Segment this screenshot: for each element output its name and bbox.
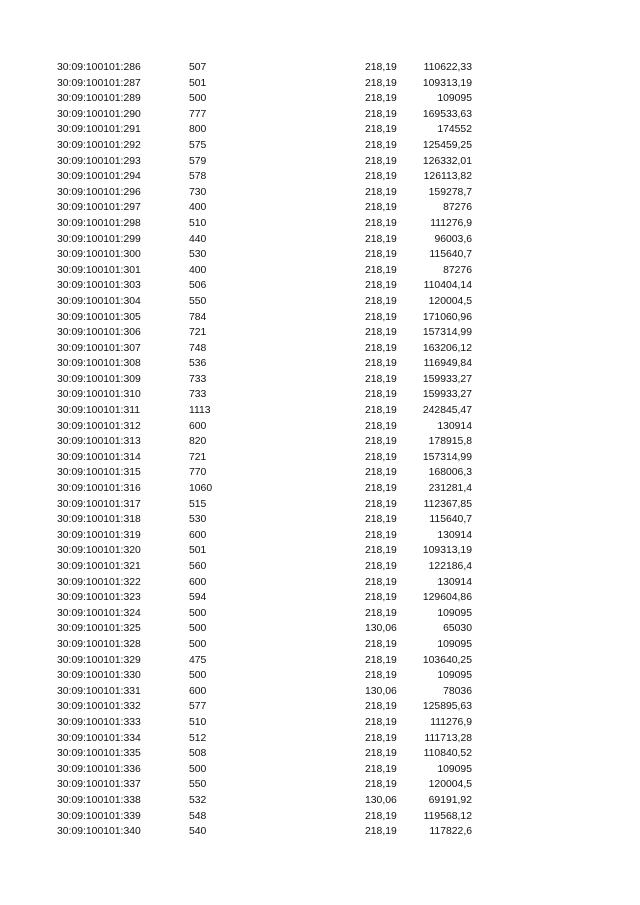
cadastral-number-cell: 30:09:100101:292 <box>57 139 141 151</box>
cadastral-number-cell: 30:09:100101:321 <box>57 561 141 572</box>
area-cell: 501 <box>189 545 207 557</box>
table-row <box>0 247 640 263</box>
cadastral-number-cell: 30:09:100101:331 <box>57 685 141 697</box>
area-cell: 500 <box>189 638 207 650</box>
cadastral-number-cell: 30:09:100101:335 <box>57 748 141 760</box>
area-cell: 500 <box>189 623 207 635</box>
value-cell: 110404,14 <box>423 280 472 292</box>
area-cell: 548 <box>189 810 207 822</box>
table-row <box>0 278 640 294</box>
cadastral-number-cell: 30:09:100101:337 <box>57 779 141 791</box>
table-row <box>0 232 640 248</box>
area-cell: 510 <box>189 217 207 229</box>
table-row <box>0 216 640 232</box>
cadastral-number-cell: 30:09:100101:293 <box>57 155 141 167</box>
table-row <box>0 107 640 123</box>
value-cell: 109095 <box>437 607 472 619</box>
rate-cell: 218,19 <box>365 405 397 417</box>
area-cell: 730 <box>189 186 207 198</box>
table-row <box>0 138 640 154</box>
value-cell: 120004,5 <box>428 779 472 791</box>
rate-cell: 218,19 <box>365 436 397 448</box>
area-cell: 820 <box>189 436 207 448</box>
table-row <box>0 793 640 809</box>
data-table <box>0 60 640 840</box>
rate-cell: 218,19 <box>365 217 397 229</box>
rate-cell: 218,19 <box>365 545 397 557</box>
area-cell: 536 <box>189 358 207 370</box>
table-row <box>0 559 640 575</box>
table-row <box>0 809 640 825</box>
table-row <box>0 263 640 279</box>
value-cell: 103640,25 <box>422 654 472 666</box>
cadastral-number-cell: 30:09:100101:323 <box>57 592 141 604</box>
value-cell: 171060,96 <box>422 311 472 323</box>
area-cell: 510 <box>189 716 207 728</box>
value-cell: 109095 <box>437 93 472 105</box>
rate-cell: 218,19 <box>365 249 397 261</box>
value-cell: 69191,92 <box>428 794 472 806</box>
table-row <box>0 715 640 731</box>
cadastral-number-cell: 30:09:100101:300 <box>57 249 141 261</box>
rate-cell: 218,19 <box>365 638 397 650</box>
cadastral-number-cell: 30:09:100101:329 <box>57 654 141 666</box>
cadastral-number-cell: 30:09:100101:328 <box>57 638 141 650</box>
cadastral-number-cell: 30:09:100101:315 <box>57 467 141 479</box>
rate-cell: 218,19 <box>365 186 397 198</box>
cadastral-number-cell: 30:09:100101:309 <box>57 373 141 385</box>
cadastral-number-cell: 30:09:100101:301 <box>57 264 141 276</box>
cadastral-number-cell: 30:09:100101:333 <box>57 716 141 728</box>
value-cell: 117822,6 <box>429 826 472 838</box>
rate-cell: 218,19 <box>365 139 397 151</box>
cadastral-number-cell: 30:09:100101:310 <box>57 389 141 401</box>
cadastral-number-cell: 30:09:100101:303 <box>57 280 141 292</box>
cadastral-number-cell: 30:09:100101:304 <box>57 295 141 307</box>
cadastral-number-cell: 30:09:100101:313 <box>57 436 141 448</box>
value-cell: 157314,99 <box>422 327 472 339</box>
value-cell: 130914 <box>437 576 472 588</box>
rate-cell: 218,19 <box>365 202 397 214</box>
value-cell: 111713,28 <box>424 732 472 744</box>
rate-cell: 218,19 <box>365 108 397 120</box>
area-cell: 594 <box>189 592 207 604</box>
table-row <box>0 434 640 450</box>
area-cell: 500 <box>189 607 207 619</box>
area-cell: 721 <box>189 451 207 463</box>
table-row <box>0 76 640 92</box>
rate-cell: 130,06 <box>365 623 397 635</box>
area-cell: 440 <box>189 233 207 245</box>
cadastral-number-cell: 30:09:100101:289 <box>57 93 141 105</box>
rate-cell: 218,19 <box>365 779 397 791</box>
cadastral-number-cell: 30:09:100101:334 <box>57 732 141 744</box>
value-cell: 129604,86 <box>422 592 472 604</box>
value-cell: 120004,5 <box>428 295 472 307</box>
cadastral-number-cell: 30:09:100101:316 <box>57 483 141 495</box>
rate-cell: 218,19 <box>365 420 397 432</box>
area-cell: 550 <box>189 295 207 307</box>
table-row <box>0 668 640 684</box>
value-cell: 126332,01 <box>422 155 472 167</box>
cadastral-number-cell: 30:09:100101:314 <box>57 451 141 463</box>
area-cell: 500 <box>189 670 207 682</box>
rate-cell: 218,19 <box>365 498 397 510</box>
value-cell: 110622,33 <box>423 62 472 73</box>
value-cell: 122186,4 <box>428 561 472 572</box>
rate-cell: 218,19 <box>365 280 397 292</box>
rate-cell: 218,19 <box>365 607 397 619</box>
value-cell: 168006,3 <box>428 467 472 479</box>
table-row <box>0 824 640 840</box>
table-row <box>0 481 640 497</box>
area-cell: 1113 <box>189 405 211 417</box>
table-row <box>0 341 640 357</box>
rate-cell: 218,19 <box>365 654 397 666</box>
rate-cell: 218,19 <box>365 826 397 838</box>
table-row <box>0 310 640 326</box>
rate-cell: 218,19 <box>365 342 397 354</box>
area-cell: 575 <box>189 139 207 151</box>
value-cell: 96003,6 <box>434 233 472 245</box>
table-row <box>0 606 640 622</box>
rate-cell: 218,19 <box>365 327 397 339</box>
area-cell: 721 <box>189 327 207 339</box>
table-row <box>0 403 640 419</box>
rate-cell: 218,19 <box>365 716 397 728</box>
rate-cell: 130,06 <box>365 685 397 697</box>
table-row <box>0 465 640 481</box>
table-row <box>0 154 640 170</box>
area-cell: 506 <box>189 280 207 292</box>
area-cell: 748 <box>189 342 207 354</box>
value-cell: 163206,12 <box>422 342 472 354</box>
cadastral-number-cell: 30:09:100101:308 <box>57 358 141 370</box>
cadastral-number-cell: 30:09:100101:307 <box>57 342 141 354</box>
cadastral-number-cell: 30:09:100101:338 <box>57 794 141 806</box>
table-row <box>0 777 640 793</box>
value-cell: 159933,27 <box>422 389 472 401</box>
area-cell: 512 <box>189 732 207 744</box>
table-row <box>0 372 640 388</box>
area-cell: 777 <box>189 108 207 120</box>
cadastral-number-cell: 30:09:100101:317 <box>57 498 141 510</box>
rate-cell: 218,19 <box>365 592 397 604</box>
area-cell: 600 <box>189 685 207 697</box>
value-cell: 78036 <box>443 685 472 697</box>
value-cell: 126113,82 <box>423 171 472 183</box>
table-row <box>0 122 640 138</box>
area-cell: 532 <box>189 794 207 806</box>
area-cell: 550 <box>189 779 207 791</box>
table-row <box>0 512 640 528</box>
value-cell: 169533,63 <box>422 108 472 120</box>
rate-cell: 218,19 <box>365 701 397 713</box>
rate-cell: 218,19 <box>365 670 397 682</box>
rate-cell: 218,19 <box>365 514 397 526</box>
rate-cell: 218,19 <box>365 529 397 541</box>
value-cell: 65030 <box>443 623 472 635</box>
table-row <box>0 575 640 591</box>
value-cell: 242845,47 <box>422 405 472 417</box>
value-cell: 87276 <box>443 202 472 214</box>
cadastral-number-cell: 30:09:100101:324 <box>57 607 141 619</box>
rate-cell: 218,19 <box>365 483 397 495</box>
value-cell: 159933,27 <box>422 373 472 385</box>
value-cell: 130914 <box>437 529 472 541</box>
area-cell: 600 <box>189 529 207 541</box>
cadastral-number-cell: 30:09:100101:311 <box>57 405 141 417</box>
area-cell: 500 <box>189 763 207 775</box>
area-cell: 800 <box>189 124 207 136</box>
rate-cell: 218,19 <box>365 358 397 370</box>
cadastral-number-cell: 30:09:100101:318 <box>57 514 141 526</box>
table-row <box>0 684 640 700</box>
value-cell: 174552 <box>437 124 472 136</box>
rate-cell: 218,19 <box>365 373 397 385</box>
rate-cell: 218,19 <box>365 171 397 183</box>
cadastral-number-cell: 30:09:100101:332 <box>57 701 141 713</box>
area-cell: 784 <box>189 311 207 323</box>
table-row <box>0 185 640 201</box>
area-cell: 577 <box>189 701 207 713</box>
cadastral-number-cell: 30:09:100101:286 <box>57 62 141 73</box>
table-row <box>0 419 640 435</box>
value-cell: 109313,19 <box>422 77 472 89</box>
cadastral-number-cell: 30:09:100101:291 <box>57 124 141 136</box>
value-cell: 178915,8 <box>428 436 472 448</box>
value-cell: 125459,25 <box>422 139 472 151</box>
area-cell: 600 <box>189 576 207 588</box>
rate-cell: 218,19 <box>365 576 397 588</box>
area-cell: 508 <box>189 748 207 760</box>
value-cell: 110840,52 <box>423 748 472 760</box>
rate-cell: 218,19 <box>365 311 397 323</box>
value-cell: 115640,7 <box>429 514 472 526</box>
rate-cell: 218,19 <box>365 155 397 167</box>
table-row <box>0 528 640 544</box>
table-row <box>0 653 640 669</box>
rate-cell: 218,19 <box>365 451 397 463</box>
cadastral-number-cell: 30:09:100101:298 <box>57 217 141 229</box>
cadastral-number-cell: 30:09:100101:325 <box>57 623 141 635</box>
value-cell: 231281,4 <box>428 483 472 495</box>
area-cell: 733 <box>189 389 207 401</box>
cadastral-number-cell: 30:09:100101:340 <box>57 826 141 838</box>
rate-cell: 218,19 <box>365 62 397 73</box>
value-cell: 159278,7 <box>428 186 472 198</box>
rate-cell: 218,19 <box>365 763 397 775</box>
table-row <box>0 450 640 466</box>
area-cell: 1060 <box>189 483 213 495</box>
table-row <box>0 731 640 747</box>
rate-cell: 218,19 <box>365 732 397 744</box>
rate-cell: 218,19 <box>365 561 397 572</box>
value-cell: 109095 <box>437 638 472 650</box>
value-cell: 109313,19 <box>422 545 472 557</box>
table-row <box>0 621 640 637</box>
table-row <box>0 746 640 762</box>
value-cell: 130914 <box>437 420 472 432</box>
cadastral-number-cell: 30:09:100101:319 <box>57 529 141 541</box>
rate-cell: 218,19 <box>365 467 397 479</box>
cadastral-number-cell: 30:09:100101:294 <box>57 171 141 183</box>
cadastral-number-cell: 30:09:100101:322 <box>57 576 141 588</box>
table-row <box>0 356 640 372</box>
area-cell: 733 <box>189 373 207 385</box>
cadastral-number-cell: 30:09:100101:290 <box>57 108 141 120</box>
table-row <box>0 699 640 715</box>
area-cell: 475 <box>189 654 207 666</box>
cadastral-number-cell: 30:09:100101:336 <box>57 763 141 775</box>
table-row <box>0 637 640 653</box>
cadastral-number-cell: 30:09:100101:299 <box>57 233 141 245</box>
value-cell: 115640,7 <box>429 249 472 261</box>
table-row <box>0 325 640 341</box>
table-row <box>0 762 640 778</box>
table-row <box>0 60 640 76</box>
area-cell: 560 <box>189 561 207 572</box>
area-cell: 501 <box>189 77 207 89</box>
table-row <box>0 169 640 185</box>
area-cell: 400 <box>189 264 207 276</box>
rate-cell: 130,06 <box>365 794 397 806</box>
table-row <box>0 590 640 606</box>
rate-cell: 218,19 <box>365 77 397 89</box>
value-cell: 119568,12 <box>423 810 472 822</box>
area-cell: 600 <box>189 420 207 432</box>
cadastral-number-cell: 30:09:100101:306 <box>57 327 141 339</box>
value-cell: 112367,85 <box>423 498 472 510</box>
value-cell: 157314,99 <box>422 451 472 463</box>
rate-cell: 218,19 <box>365 389 397 401</box>
table-row <box>0 200 640 216</box>
rate-cell: 218,19 <box>365 124 397 136</box>
area-cell: 540 <box>189 826 207 838</box>
value-cell: 116949,84 <box>423 358 472 370</box>
table-row <box>0 387 640 403</box>
cadastral-number-cell: 30:09:100101:330 <box>57 670 141 682</box>
area-cell: 400 <box>189 202 207 214</box>
table-row <box>0 91 640 107</box>
rate-cell: 218,19 <box>365 748 397 760</box>
table-row <box>0 497 640 513</box>
cadastral-number-cell: 30:09:100101:339 <box>57 810 141 822</box>
area-cell: 515 <box>189 498 207 510</box>
rate-cell: 218,19 <box>365 264 397 276</box>
area-cell: 770 <box>189 467 207 479</box>
table-row <box>0 294 640 310</box>
value-cell: 111276,9 <box>430 217 472 229</box>
rate-cell: 218,19 <box>365 93 397 105</box>
table-row <box>0 543 640 559</box>
cadastral-number-cell: 30:09:100101:296 <box>57 186 141 198</box>
value-cell: 125895,63 <box>422 701 472 713</box>
cadastral-number-cell: 30:09:100101:287 <box>57 77 141 89</box>
value-cell: 87276 <box>443 264 472 276</box>
cadastral-number-cell: 30:09:100101:320 <box>57 545 141 557</box>
area-cell: 530 <box>189 514 207 526</box>
area-cell: 500 <box>189 93 207 105</box>
area-cell: 507 <box>189 62 207 73</box>
area-cell: 530 <box>189 249 207 261</box>
rate-cell: 218,19 <box>365 233 397 245</box>
rate-cell: 218,19 <box>365 810 397 822</box>
rate-cell: 218,19 <box>365 295 397 307</box>
value-cell: 109095 <box>437 763 472 775</box>
value-cell: 111276,9 <box>430 716 472 728</box>
cadastral-number-cell: 30:09:100101:297 <box>57 202 141 214</box>
cadastral-number-cell: 30:09:100101:312 <box>57 420 141 432</box>
area-cell: 579 <box>189 155 207 167</box>
value-cell: 109095 <box>437 670 472 682</box>
cadastral-number-cell: 30:09:100101:305 <box>57 311 141 323</box>
area-cell: 578 <box>189 171 207 183</box>
